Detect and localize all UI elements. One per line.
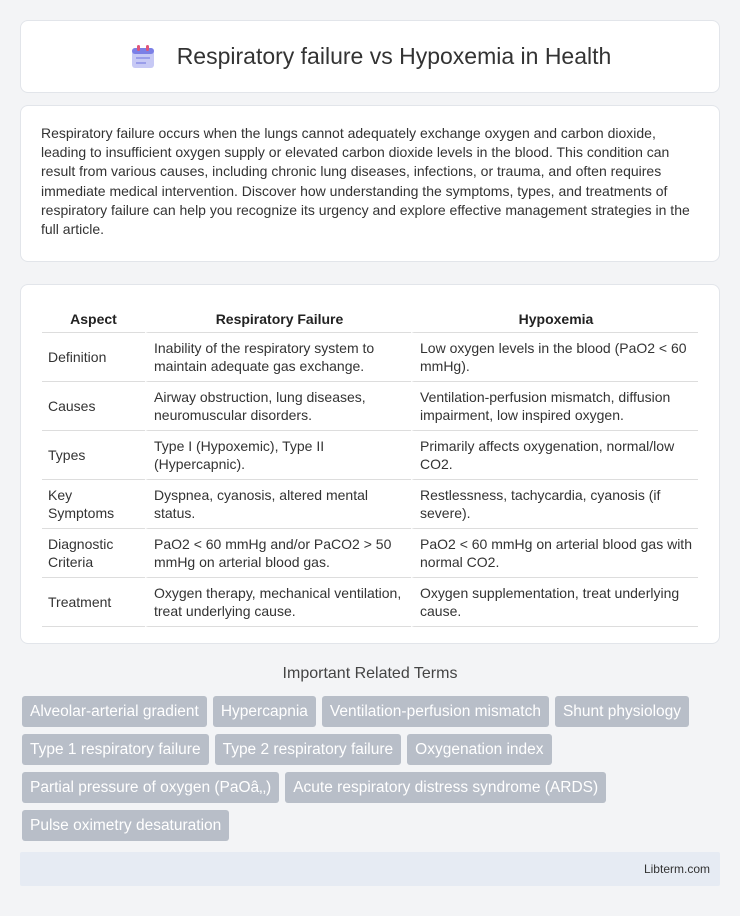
row-hypoxemia: Low oxygen levels in the blood (PaO2 < 60 mmHg). [411, 333, 698, 382]
row-respiratory-failure: Dyspnea, cyanosis, altered mental status. [145, 480, 411, 529]
header-aspect: Aspect [42, 305, 145, 333]
table-row [42, 333, 698, 382]
row-hypoxemia: Restlessness, tachycardia, cyanosis (if severe). [411, 480, 698, 529]
header-card [20, 20, 720, 93]
intro-text: Respiratory failure occurs when the lungs cannot adequately exchange oxygen and carbon dioxide, leading to insufficient oxygen supply or elevated carbon dioxide levels in the blood. This condition can result from various causes, including chronic lung diseases, infections, or trauma, and often requires immediate medical intervention. Discover how understanding the symptoms, types, and treatments of respiratory failure can help you recognize its urgency and explore effective management strategies in the full article. [41, 125, 690, 238]
row-hypoxemia: Ventilation-perfusion mismatch, diffusion impairment, low inspired oxygen. [411, 382, 698, 431]
table-header-row [42, 305, 698, 333]
table-row [42, 382, 698, 431]
table-row [42, 431, 698, 480]
row-hypoxemia: PaO2 < 60 mmHg on arterial blood gas with normal CO2. [411, 529, 698, 578]
row-respiratory-failure: PaO2 < 60 mmHg and/or PaCO2 > 50 mmHg on arterial blood gas. [145, 529, 411, 578]
table-row [42, 529, 698, 578]
table-row [42, 578, 698, 627]
comparison-table [42, 305, 698, 627]
header-hypoxemia: Hypoxemia [411, 305, 698, 333]
footer-site-link[interactable]: Libterm.com [643, 862, 710, 876]
related-term-tag[interactable]: Hypercapnia [213, 696, 316, 727]
row-hypoxemia: Primarily affects oxygenation, normal/low CO2. [411, 431, 698, 480]
row-aspect: Key Symptoms [42, 480, 145, 529]
related-term-tag[interactable]: Pulse oximetry desaturation [22, 810, 229, 841]
related-term-tag[interactable]: Partial pressure of oxygen (PaOâ‚‚) [22, 772, 279, 803]
related-terms-list [22, 696, 722, 841]
row-respiratory-failure: Inability of the respiratory system to maintain adequate gas exchange. [145, 333, 411, 382]
row-aspect: Treatment [42, 578, 145, 627]
row-aspect: Diagnostic Criteria [42, 529, 145, 578]
row-aspect: Causes [42, 382, 145, 431]
row-hypoxemia: Oxygen supplementation, treat underlying cause. [411, 578, 698, 627]
row-respiratory-failure: Oxygen therapy, mechanical ventilation, treat underlying cause. [145, 578, 411, 627]
related-term-tag[interactable]: Type 2 respiratory failure [215, 734, 402, 765]
row-aspect: Definition [42, 333, 145, 382]
related-term-tag[interactable]: Alveolar-arterial gradient [22, 696, 207, 727]
related-term-tag[interactable]: Ventilation-perfusion mismatch [322, 696, 549, 727]
footer [20, 852, 720, 886]
row-respiratory-failure: Airway obstruction, lung diseases, neuromuscular disorders. [145, 382, 411, 431]
row-aspect: Types [42, 431, 145, 480]
related-term-tag[interactable]: Shunt physiology [555, 696, 689, 727]
related-terms-heading: Important Related Terms [282, 665, 458, 682]
table-row [42, 480, 698, 529]
header-respiratory-failure: Respiratory Failure [145, 305, 411, 333]
intro-card [20, 105, 720, 262]
related-term-tag[interactable]: Type 1 respiratory failure [22, 734, 209, 765]
page-title: Respiratory failure vs Hypoxemia in Health [176, 43, 612, 69]
calendar-icon [129, 43, 157, 71]
related-term-tag[interactable]: Acute respiratory distress syndrome (ARDS) [285, 772, 606, 803]
row-respiratory-failure: Type I (Hypoxemic), Type II (Hypercapnic). [145, 431, 411, 480]
comparison-card [20, 284, 720, 644]
related-term-tag[interactable]: Oxygenation index [407, 734, 551, 765]
